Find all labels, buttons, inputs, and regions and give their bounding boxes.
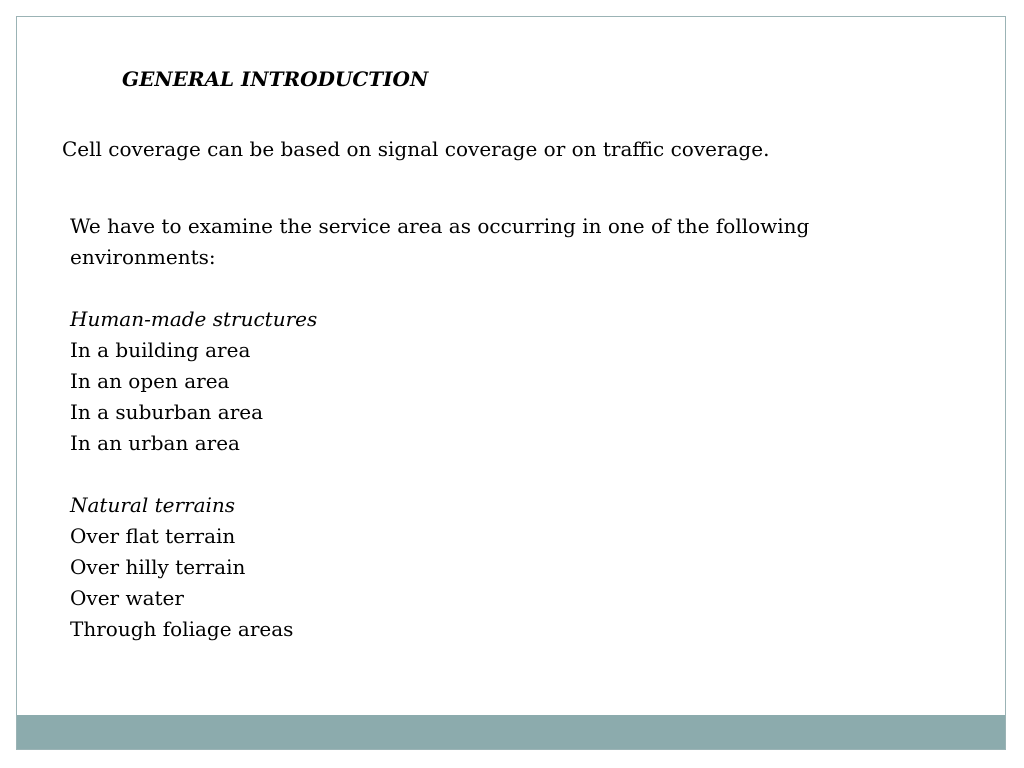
list-item: In a building area bbox=[70, 338, 251, 362]
slide-body bbox=[70, 211, 810, 645]
list-item: Over water bbox=[70, 586, 184, 610]
environments-paragraph: We have to examine the service area as occurring in one of the following environments: bbox=[70, 214, 810, 269]
footer-bar bbox=[17, 715, 1005, 749]
list-item: In an open area bbox=[70, 369, 230, 393]
list-item: Through foliage areas bbox=[70, 617, 294, 641]
group-human-made bbox=[70, 304, 810, 459]
list-item: Over flat terrain bbox=[70, 524, 236, 548]
list-item: In an urban area bbox=[70, 431, 240, 455]
list-item: Over hilly terrain bbox=[70, 555, 246, 579]
slide-title: GENERAL INTRODUCTION bbox=[122, 67, 429, 91]
list-item: In a suburban area bbox=[70, 400, 264, 424]
intro-text: Cell coverage can be based on signal coverage or on traffic coverage. bbox=[62, 137, 770, 161]
group-heading: Natural terrains bbox=[70, 493, 236, 517]
group-heading: Human-made structures bbox=[70, 307, 318, 331]
group-natural-terrains bbox=[70, 490, 810, 645]
slide bbox=[16, 16, 1006, 750]
